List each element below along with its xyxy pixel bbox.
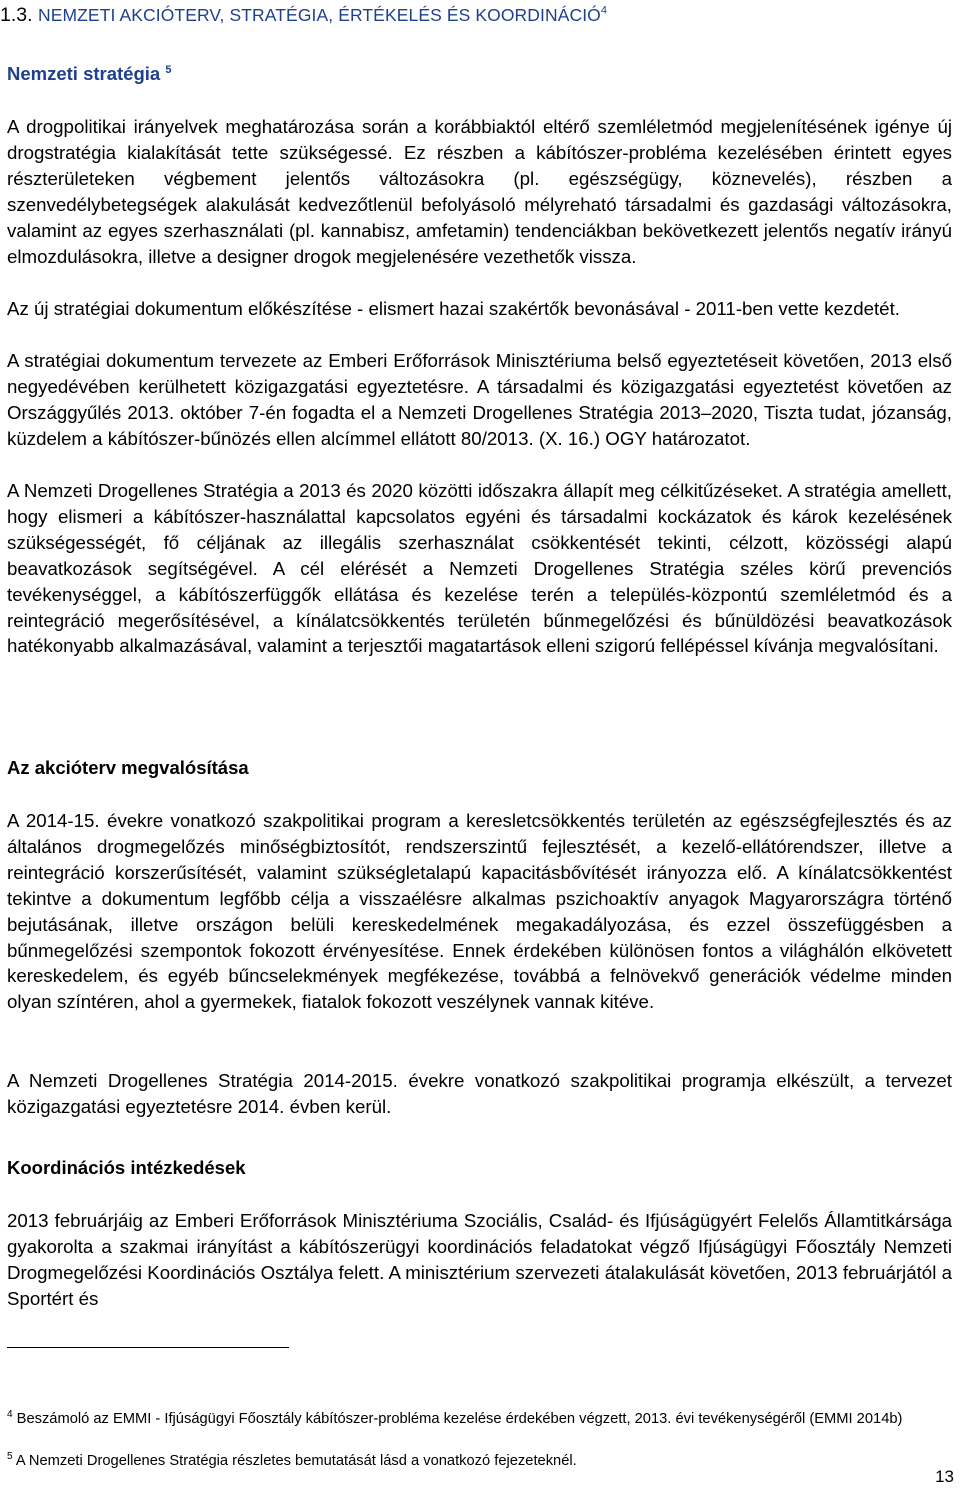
subheading-nemzeti-strategia: [7, 62, 171, 86]
footnote-ref-4[interactable]: 4: [600, 4, 608, 17]
footnote-text: A Nemzeti Drogellenes Stratégia részletes bemutatását lásd a vonatkozó fejezeteknél.: [15, 1453, 577, 1469]
section-title: NEMZETI AKCIÓTERV, STRATÉGIA, ÉRTÉKELÉS ÉS KOORDINÁCIÓ: [37, 5, 601, 25]
action-plan-paragraph-1: A 2014-15. évekre vonatkozó szakpolitikai program a keresletcsökkentés területén az egészségfejlesztés és az általános drogmegelőzés minőségbiztosítót, rendszerszintű fejlesztését, a kezelő-ellátórendszer, illetve a reintegráció korszerűsítését, valamint szükségletalapú kapacitásbővítését irányozza elő. A kínálatcsökkentést tekintve a dokumentum legfőbb célja a visszaélésre alkalmas pszichoaktív anyagok Magyarországra történő bejutásának, illetve országon belüli kereskedelmének megakadályozása, és ezzel összefüggésben a bűnmegelőzési szempontok fokozott érvényesítése. Ennek érdekében különösen fontos a világhálón elkövetett kereskedelem, és egyéb bűncselekmények megfékezése, továbbá a felnövekvő generációk védelme minden olyan színtéren, ahol a gyermekek, fiatalok fokozott veszélynek vannak kitéve.: [7, 810, 952, 1013]
footnote-number: 5: [7, 1451, 13, 1463]
strategy-paragraph-3: A stratégiai dokumentum tervezete az Emberi Erőforrások Minisztériuma belső egyeztetéseit követően, 2013 első negyedévében kerülhetett közigazgatási egyeztetésre. A társadalmi és közigazgatási egyeztetést követően az Országgyűlés 2013. október 7-én fogadta el a Nemzeti Drogellenes Stratégia 2013–2020, Tiszta tudat, józanság, küzdelem a kábítószer-bűnözés ellen alcímmel ellátott 80/2013. (X. 16.) OGY határozatot.: [7, 350, 952, 449]
strategy-paragraph-2: Az új stratégiai dokumentum előkészítése - elismert hazai szakértők bevonásával - 2011-ben vette kezdetét.: [7, 298, 900, 319]
coordination-paragraph: 2013 februárjáig az Emberi Erőforrások Minisztériuma Szociális, Család- és Ifjúságügyért Felelős Államtitkársága gyakorolta a szakmai irányítást a kábítószerügyi koordinációs feladatokat végző Ifjúságügyi Főosztály Nemzeti Drogmegelőzési Koordinációs Osztálya felett. A minisztérium szervezeti átalakulását követően, 2013 februárjától a Sportért és: [7, 1210, 952, 1309]
strategy-paragraph-1: A drogpolitikai irányelvek meghatározása során a korábbiaktól eltérő szemléletmód megjelenítésének igénye új drogstratégia kialakítását tette szükségessé. Ez részben a kábítószer-probléma kezelésében érintett egyes részterületeken végbement jelentős változásokra (pl. egészségügy, köznevelés), részben a szenvedélybetegségek alakulását kedvezőtlenül befolyásoló mélyreható társadalmi és gazdasági változásokra, valamint az egyes szerhasználati (pl. kannabisz, amfetamin) tendenciákban bekövetkezett jelentős negatív irányú elmozdulásokra, illetve a designer drogok megjelenésére vezethetők vissza.: [7, 116, 952, 267]
action-plan-paragraph-2: A Nemzeti Drogellenes Stratégia 2014-2015. évekre vonatkozó szakpolitikai programja elkészült, a tervezet közigazgatási egyeztetésre 2014. évben kerül.: [7, 1070, 952, 1117]
subheading-text: Nemzeti stratégia: [7, 63, 161, 84]
strategy-paragraph-4: A Nemzeti Drogellenes Stratégia a 2013 és 2020 közötti időszakra állapít meg célkitűzéseket. A stratégia amellett, hogy elismeri a kábítószer-használattal kapcsolatos egyéni és társadalmi kockázatok és károk kezelésének szükségességét, fő céljának az illegális szerhasználat csökkentését tekinti, célzott, közösségi alapú beavatkozások segítségével. A cél elérését a Nemzeti Drogellenes Stratégia széles körű prevenciós tevékenységgel, a kábítószerfüggők ellátása és kezelése terén a település-központú szemléletmód és a reintegráció megerősítésével, a kínálatcsökkentés területén bűnmegelőzési és bűnüldözési beavatkozások hatékonyabb alkalmazásával, valamint a terjesztői magatartások elleni szigorú fellépéssel kívánja megvalósítani.: [7, 480, 952, 657]
footnote-5: [7, 1451, 957, 1472]
footnote-text: Beszámoló az EMMI - Ifjúságügyi Főosztály kábítószer-probléma kezelése érdekében végzett, 2013. évi tevékenységéről (EMMI 2014b): [16, 1411, 903, 1427]
subheading-koordinacio: Koordinációs intézkedések: [7, 1157, 246, 1178]
page-number: 13: [935, 1467, 954, 1486]
footnote-ref-5[interactable]: 5: [165, 63, 172, 76]
footnote-4: [7, 1409, 957, 1430]
footnote-divider: [7, 1347, 289, 1348]
section-number: 1.3.: [0, 4, 33, 26]
footnote-number: 4: [7, 1409, 13, 1421]
subheading-akcioterv: Az akcióterv megvalósítása: [7, 757, 249, 778]
section-heading: [0, 2, 960, 28]
